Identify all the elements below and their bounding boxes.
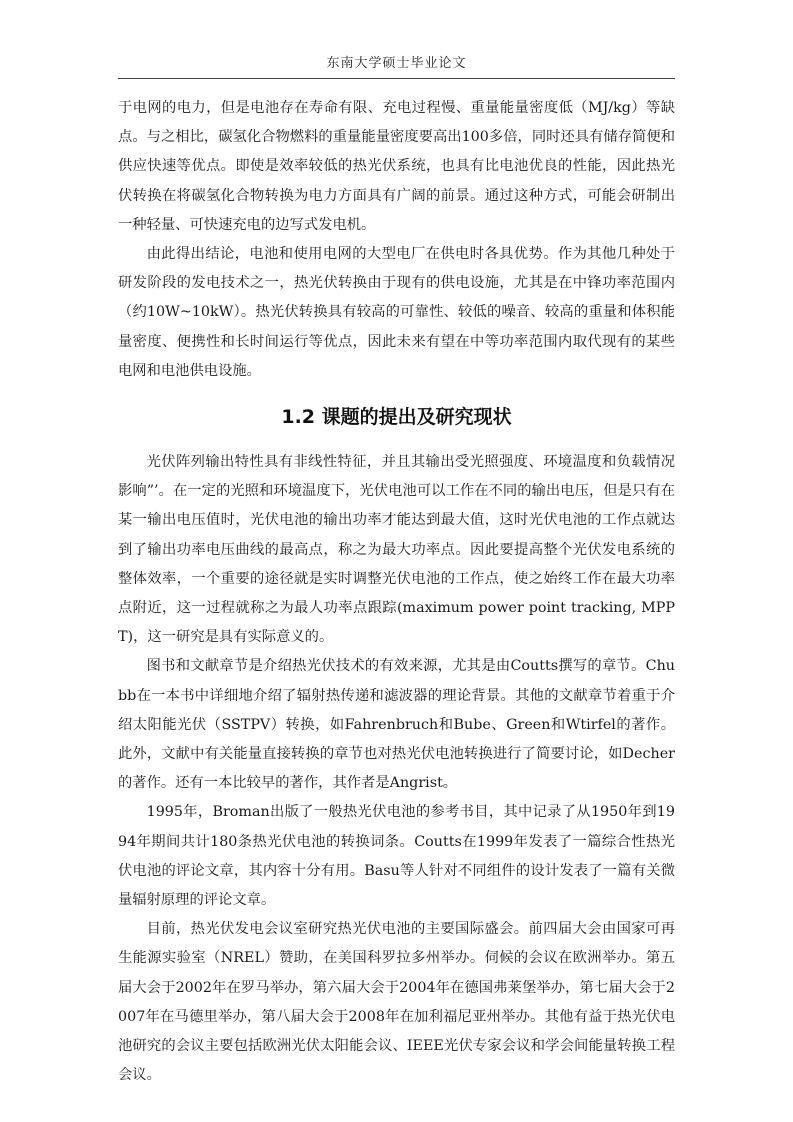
section-heading: 1.2 课题的提出及研究现状 bbox=[281, 406, 512, 429]
intro-paragraph-continued: 于电网的电力，但是电池存在寿命有限、充电过程慢、重量能量密度低（MJ/kg）等缺点。与之相比，碳氢化合物燃料的重量能量密度要高出100多倍，同时还具有储存简便和供应快速等优点。即使是效率较低的热光伏系统，也具有比电池优良的性能，因此热光伏转换在将碳氢化合物转换为电力方面具有广阔的前景。通过这种方式，可能会研制出一种轻量、可快速充电的边写式发电机。 bbox=[118, 100, 675, 233]
intro-paragraph-conclusion: 由此得出结论，电池和使用电网的大型电厂在供电时各具优势。作为其他几种处于研发阶段的发电技术之一，热光伏转换由于现有的供电设施，尤其是在中锋功率范围内（约10W~10kW）。热光伏转换具有较高的可靠性、较低的噪音、较高的重量和体积能量密度、便携性和长时间运行等优点，因此未来有望在中等功率范围内取代现有的某些电网和电池供电设施。 bbox=[118, 246, 675, 379]
running-header: 东南大学硕士毕业论文 bbox=[326, 56, 467, 71]
body-paragraph-literature: 图书和文献章节是介绍热光伏技术的有效来源，尤其是由Coutts撰写的章节。Chubb在一本书中详细地介绍了辐射热传递和滤波器的理论背景。其他的文献章节着重于介绍太阳能光伏（SSTPV）转换，如Fahrenbruch和Bube、Green和Wtirfel的著作。此外，文献中有关能量直接转换的章节也对热光伏电池转换进行了简要讨论，如Decher的著作。还有一本比较早的著作，其作者是Angrist。 bbox=[118, 658, 675, 792]
header-divider bbox=[118, 78, 675, 79]
document-body bbox=[118, 94, 675, 1091]
body-paragraph-bibliography: 1995年，Broman出版了一般热光伏电池的参考书目，其中记录了从1950年到1994年期间共计180条热光伏电池的转换词条。Coutts在1999年发表了一篇综合性热光伏电池的评论文章，其内容十分有用。Basu等人针对不同组件的设计发表了一篇有关微量辐射原理的评论文章。 bbox=[118, 804, 675, 909]
body-paragraph-mppt: 光伏阵列输出特性具有非线性特征，并且其输出受光照强度、环境温度和负载情况影响”’。在一定的光照和环境温度下，光伏电池可以工作在不同的输出电压，但是只有在某一输出电压值时，光伏电池的输出功率才能达到最大值，这时光伏电池的工作点就达到了输出功率电压曲线的最高点，称之为最大功率点。因此要提高整个光伏发电系统的整体效率，一个重要的途径就是实时调整光伏电池的工作点，使之始终工作在最大功率点附近，这一过程就称之为最人功率点跟踪(maximum power point tracking, MPPT)，这一研究是具有实际意义的。 bbox=[118, 454, 675, 646]
body-paragraph-conferences: 目前，热光伏发电会议室研究热光伏电池的主要国际盛会。前四届大会由国家可再生能源实验室（NREL）赞助，在美国科罗拉多州举办。伺候的会议在欧洲举办。第五届大会于2002年在罗马举办，第六届大会于2004年在德国弗莱堡举办，第七届大会于2007年在马德里举办，第八届大会于2008年在加利福尼亚州举办。其他有益于热光伏电池研究的会议主要包括欧洲光伏太阳能会议、IEEE光伏专家会议和学会间能量转换工程会议。 bbox=[118, 921, 675, 1084]
